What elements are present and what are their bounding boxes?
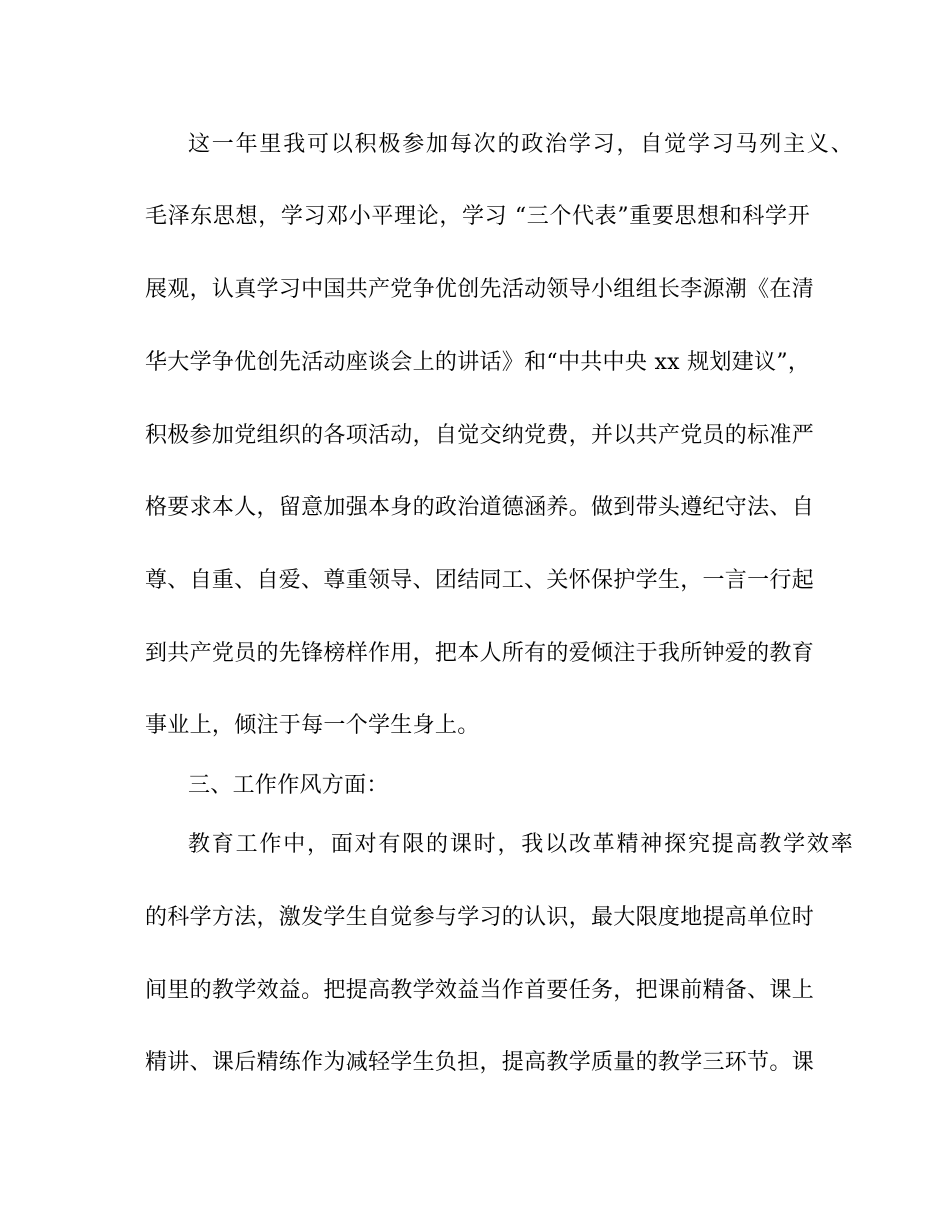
paragraph-1-line-4: 华大学争优创先活动座谈会上的讲话》和“中共中央 xx 规划建议”， bbox=[145, 350, 811, 375]
paragraph-1-line-2: 毛泽东思想，学习邓小平理论，学习 “三个代表”重要思想和科学开 bbox=[145, 204, 810, 229]
paragraph-1-line-7: 尊、自重、自爱、尊重领导、团结同工、关怀保护学生，一言一行起 bbox=[145, 568, 815, 593]
paragraph-2-line-3: 间里的教学效益。把提高教学效益当作首要任务，把课前精备、课上 bbox=[145, 978, 815, 1003]
paragraph-2-line-1: 教育工作中，面对有限的课时，我以改革精神探究提高教学效率 bbox=[188, 832, 853, 857]
paragraph-2-line-4: 精讲、课后精练作为减轻学生负担，提高教学质量的教学三环节。课 bbox=[145, 1050, 815, 1075]
paragraph-1-line-6: 格要求本人，留意加强本身的政治道德涵养。做到带头遵纪守法、自 bbox=[145, 495, 815, 520]
paragraph-1-line-3: 展观，认真学习中国共产党争优创先活动领导小组组长李源潮《在清 bbox=[145, 277, 815, 302]
paragraph-2-line-2: 的科学方法，激发学生自觉参与学习的认识，最大限度地提高单位时 bbox=[145, 905, 815, 930]
paragraph-1-line-9: 事业上，倾注于每一个学生身上。 bbox=[145, 713, 480, 738]
paragraph-1-line-1: 这一年里我可以积极参加每次的政治学习，自觉学习马列主义、 bbox=[188, 132, 853, 157]
paragraph-1-line-8: 到共产党员的先锋榜样作用，把本人所有的爱倾注于我所钟爱的教育 bbox=[145, 641, 815, 666]
section-heading: 三、工作作风方面： bbox=[188, 773, 389, 798]
paragraph-1-line-5: 积极参加党组织的各项活动，自觉交纳党费，并以共产党员的标准严 bbox=[145, 423, 815, 448]
